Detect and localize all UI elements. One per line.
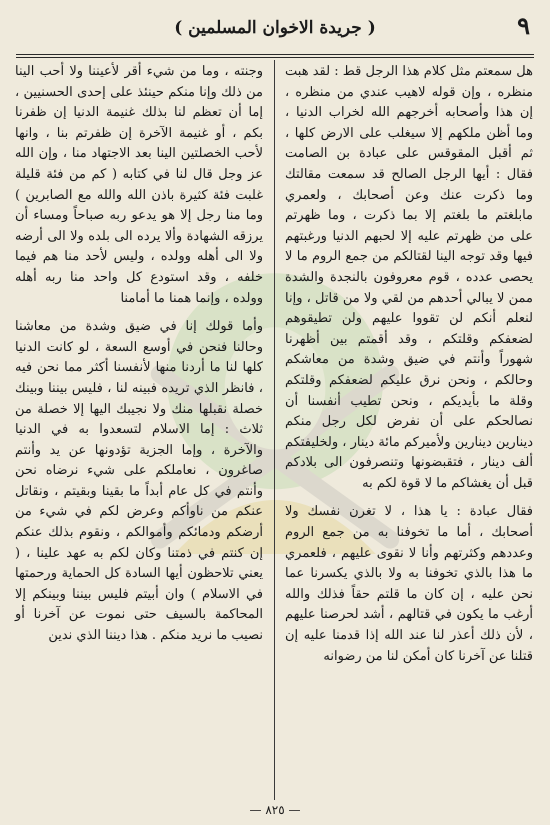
column-divider xyxy=(274,60,275,800)
page-header xyxy=(0,6,550,40)
page-number: ٩ xyxy=(517,11,530,40)
paragraph: فقال عبادة : يا هذا ، لا تغرن نفسك ولا أصحابك ، أما ما تخوفنا به من جمع الروم وعددهم وكثرتهم وأنا لا نقوى عليهم ، فلعمري ما هذا بالذي تخوفنا به ولا بالذي يكسرنا عما نحن عليه ، إن كان ما قلتم حقاً فذلك والله أرغب ما يكون في قتالهم ، أشد لحرصنا عليهم ، لأن ذلك أعذر لنا عند الله إذا قدمنا عليه إن قتلنا عن آخرنا كان أمكن لنا من رضوانه xyxy=(285,504,533,664)
paragraph: وجنته ، وما من شيء أقر لأعيننا ولا أحب الينا من ذلك وإنا منكم حينئذ على إحدى الحسنيين ، إما أن تعظم لنا بذلك غنيمة الدنيا إن ظفرنا بكم ، أو غنيمة الآخرة إن ظفرتم بنا ، وانها لأحب الخصلتين الينا بعد الاجتهاد منا ، وإن الله عز وجل قال لنا في كتابه ( كم من فئة قليلة غلبت فئة كثيرة باذن الله والله مع الصابرين ) وما منا رجل إلا هو يدعو ربه صباحاً ومساء أن يرزقه الشهادة وألا يرده الى بلده ولا الى أرضه ولا الى أهله وولده ، وليس لأحد منا هم فيما خلفه ، وقد استودع كل واحد منا ربه أهله وولده ، وإنما همنا ما أمامنا xyxy=(15,64,263,306)
paragraph: هل سمعتم مثل كلام هذا الرجل قط : لقد هبت منظره ، وإن قوله لاهيب عندي من منظره ، إن هذا وأصحابه أخرجهم الله لخراب الدنيا ، وما أظن ملكهم إلا سيغلب على الارض كلها ، ثم أقبل المقوقس على عبادة بن الصامت فقال : أيها الرجل الصالح قد سمعت مقالتك وما ذكرت عنك وعن أصحابك ، ولعمري مابلغتم ما بلغتم إلا بما ذكرت ، وما ظهرتم على من ظهرتم عليه إلا لحبهم الدنيا ورغبتهم فيها وقد توجه الينا لقتالكم من جمع الروم ما لا يحصى عدده ، قوم معروفون بالنجدة والشدة ممن لا يبالي أحدهم من لقي ولا من قاتل ، وإنا لنعلم أنكم لن تقووا عليهم ولن تطيقوهم لضعفكم وقلتكم ، وقد أقمتم بين أظهرنا شهوراً وأنتم في ضيق وشدة من معاشكم وحالكم ، ونحن نرق عليكم لضعفكم وقلتكم وقلة ما بأيديكم ، ونحن تطيب أنفسنا أن نصالحكم على أن نفرض لكل رجل منكم دينارين دينارين ولأميركم مائة دينار ، ولخليفتكم ألف دينار ، فتقبضونها وتنصرفون الى بلادكم قبل أن يغشاكم ما لا قوة لكم به xyxy=(284,64,533,491)
article-column-left xyxy=(15,62,263,802)
header-rule-thin xyxy=(16,57,534,58)
paragraph: وأما قولك إنا في ضيق وشدة من معاشنا وحالنا فنحن في أوسع السعة ، لو كانت الدنيا كلها لنا ما أردنا منها لأنفسنا أكثر مما نحن فيه ، فانظر الذي تريده فبينه لنا ، فليس بيننا وبينك خصلة نقبلها منك ولا نجيبك اليها إلا خصلة من ثلاث : إما الاسلام لتسعدوا به في الدنيا والآخرة ، وإما الجزية تؤدونها عن يد وأنتم صاغرون ، نعاملكم على شيء نرضاه نحن وأنتم في كل عام أبداً ما بقينا وبقيتم ، ونقاتل عنكم من ناوأكم وعرض لكم في شيء من أرضكم ودمائكم وأموالكم ، ونقوم بذلك عنكم إن كنتم في ذمتنا وكان لكم به عهد علينا ، ( يعني تلاحظون أيها السادة كل الحماية ورحمتها في الاسلام ) وان أبيتم فليس بيننا وبينكم إلا المحاكمة بالسيف حتى نموت عن آخرنا أو نصيب ما نريد منكم . هذا ديننا الذي ندين xyxy=(15,319,263,644)
header-rule xyxy=(16,54,534,55)
journal-title: ( جريدة الاخوان المسلمين ) xyxy=(174,18,376,38)
page-footer-number: — ٨٢٥ — xyxy=(249,803,301,817)
article-column-right xyxy=(285,62,533,802)
